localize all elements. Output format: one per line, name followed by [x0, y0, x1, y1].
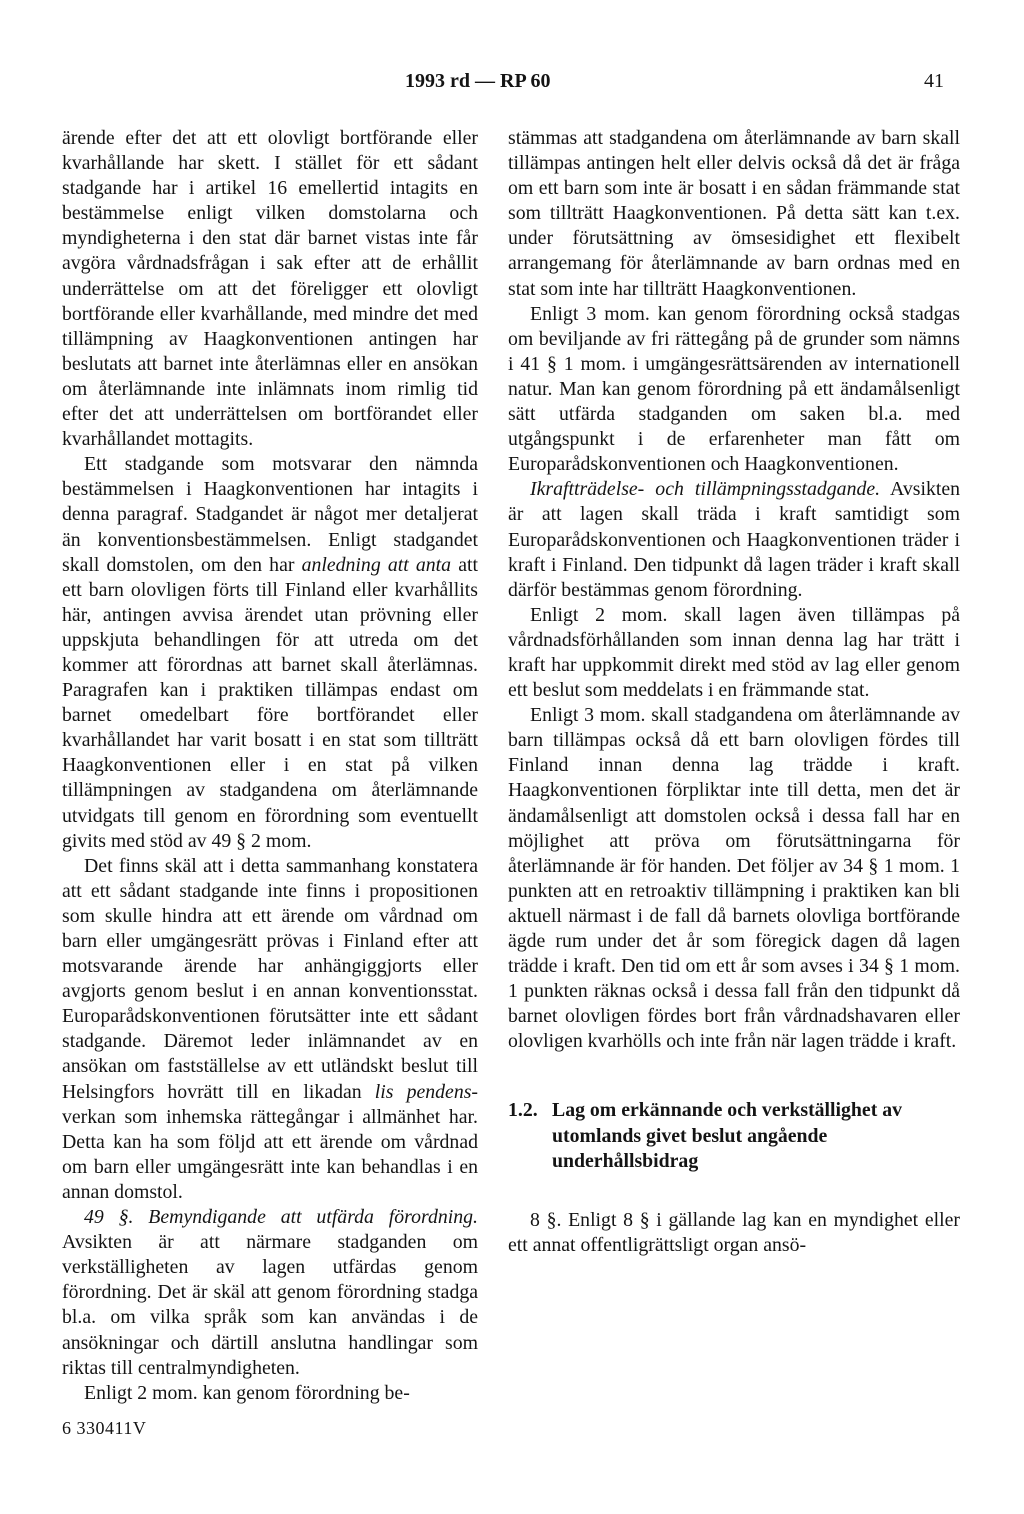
- section-number: 1.2.: [508, 1099, 538, 1122]
- text-run: -verkan som inhemska rättegångar i allmänhet har. Detta kan ha som följd att ett ärende om vårdnad om barn eller umgängesrätt inte kan behandlas i en annan domstol.: [62, 1080, 478, 1203]
- italic-text: anledning att anta: [301, 553, 452, 576]
- paragraph: Enligt 2 mom. kan genom förordning be-: [84, 1381, 410, 1404]
- paragraph: 8 §. Enligt 8 § i gällande lag kan en myndighet eller ett annat offentligrättsligt organ ansö-: [508, 1208, 960, 1256]
- paragraph: [62, 854, 478, 1205]
- italic-text: lis pendens: [374, 1080, 472, 1103]
- paragraph: [62, 452, 478, 854]
- paragraph: Enligt 2 mom. skall lagen även tillämpas på vårdnadsförhållanden som innan denna lag har trätt i kraft har uppkommit direkt med stöd av lag eller genom ett beslut som meddelats i en främmande stat.: [508, 603, 960, 702]
- paragraph: stämmas att stadgandena om återlämnande av barn skall tillämpas antingen helt eller delvis också då det är fråga om ett barn som inte är bosatt i en sådan främmande stat som tillträtt Haagkonventionen. På detta sätt kan t.ex. under förutsättning av ömsesidighet ett flexibelt arrangemang för återlämnande av barn ordnas med en stat som inte har tillträtt Haagkonventionen.: [508, 127, 960, 300]
- paragraph: Enligt 3 mom. kan genom förordning också stadgas om beviljande av fri rättegång på de grunder som nämns i 41 § 1 mom. i umgängesrättsärenden av internationell natur. Man kan genom förordning på ett ändamålsenligt sätt utfärda stadganden om saken bl.a. med utgångspunkt i de erfarenheter man fått om Europarådskonventionen och Haagkonventionen.: [508, 302, 960, 476]
- text-run: Avsikten är att lagen skall träda i kraft samtidigt som Europarådskonventionen och Haagkonventionen träder i kraft i Finland. Den tidpunkt då lagen träder i kraft skall därför bestämmas genom förordning.: [508, 478, 960, 601]
- right-column: [508, 126, 960, 1258]
- section-heading-italic: 49 §. Bemyndigande att utfärda förordning.: [84, 1206, 478, 1229]
- paragraph: ärende efter det att ett olovligt bortförande eller kvarhållande har skett. I stället för ett sådant stadgande har i artikel 16 emellertid intagits en bestämmelse enligt vilken domstolarna och myndigheterna i den stat där barnet vistas inte får avgöra vårdnadsfrågan i sak efter att de erhållit underrättelse om att det föreligger ett olovligt bortförande eller kvarhållande, med mindre det med tillämpning av Haagkonventionen antingen har beslutats att barnet inte återlämnas eller en ansökan om återlämnande inte inlämnats inom rimlig tid efter det att underrättelsen om bortförandet eller kvarhållandet mottagits.: [62, 127, 478, 451]
- running-header-title: 1993 rd — RP 60: [405, 70, 551, 92]
- text-run: Ett stadgande som motsvarar den nämnda bestämmelsen i Haagkonventionen har intagits i denna paragraf. Stadgandet är något mer detaljerat än konventionsbestämmelsen. Enligt stadgandet skall domstolen, om den har: [62, 453, 478, 576]
- text-run: att ett barn olovligen förts till Finland eller kvarhållits här, antingen avvisa ärendet utan prövning eller uppskjuta behandlingen för att utreda om det kommer att förordnas att barnet skall återlämnas. Paragrafen kan i praktiken tillämpas endast om barnet omedelbart före bortförandet eller kvarhållandet har varit bosatt i en stat som tillträtt Haagkonventionen eller i en stat på vilken tillämpningen av stadgandena om återlämnande utvidgats till genom en förordning som eventuellt givits med stöd av 49 § 2 mom.: [62, 553, 479, 852]
- paragraph: [508, 477, 960, 602]
- page-number: 41: [924, 70, 944, 92]
- left-column: [62, 126, 478, 1406]
- footer-code: 6 330411V: [62, 1418, 147, 1438]
- section-title: Lag om erkännande och verkställighet av utomlands givet beslut angående underhållsbidrag: [552, 1099, 903, 1172]
- paragraph: Enligt 3 mom. skall stadgandena om återlämnande av barn tillämpas också då ett barn olovligen fördes till Finland innan denna lag trädde i kraft. Haagkonventionen förpliktar inte till detta, men det är ändamålsenligt att domstolen också i dessa fall har en möjlighet att pröva om förutsättningarna för återlämnande är för handen. Det följer av 34 § 1 mom. 1 punkten att en retroaktiv tillämpning i praktiken kan bli aktuell närmast i de fall då barnets olovliga bortförande ägde rum under det år som föregick dagen då lagen trädde i kraft. Den tid om ett år som avses i 34 § 1 mom. 1 punkten räknas också i dessa fall från den tidpunkt då barnet olovligen fördes bort från vårdnadshavaren eller olovligen kvarhölls och inte från när lagen trädde i kraft.: [508, 704, 960, 1053]
- text-run: Det finns skäl att i detta sammanhang konstatera att ett sådant stadgande inte finns i propositionen som skulle hindra att ett ärende om vårdnad om barn eller umgängesrätt prövas i Finland efter att motsvarande ärende har anhängiggjorts eller avgjorts genom beslut i en annan konventionsstat. Europarådskonventionen förutsätter inte ett sådant stadgande. Däremot leder inlämnandet av en ansökan om fastställelse av ett utländskt beslut till Helsingfors hovrätt till en likadan: [62, 854, 478, 1103]
- section-heading: [508, 1098, 960, 1173]
- page-header: [0, 70, 1024, 96]
- section-heading-italic: Ikraftträdelse- och tillämpningsstadgande.: [530, 478, 881, 501]
- text-run: Avsikten är att närmare stadganden om verkställigheten av lagen utfärdas genom förordning. Det är skäl att genom förordning stadga bl.a. om vilka språk som kan användas i de ansökningar och därtill anslutna handlingar som riktas till centralmyndigheten.: [62, 1231, 478, 1379]
- paragraph: [62, 1205, 478, 1381]
